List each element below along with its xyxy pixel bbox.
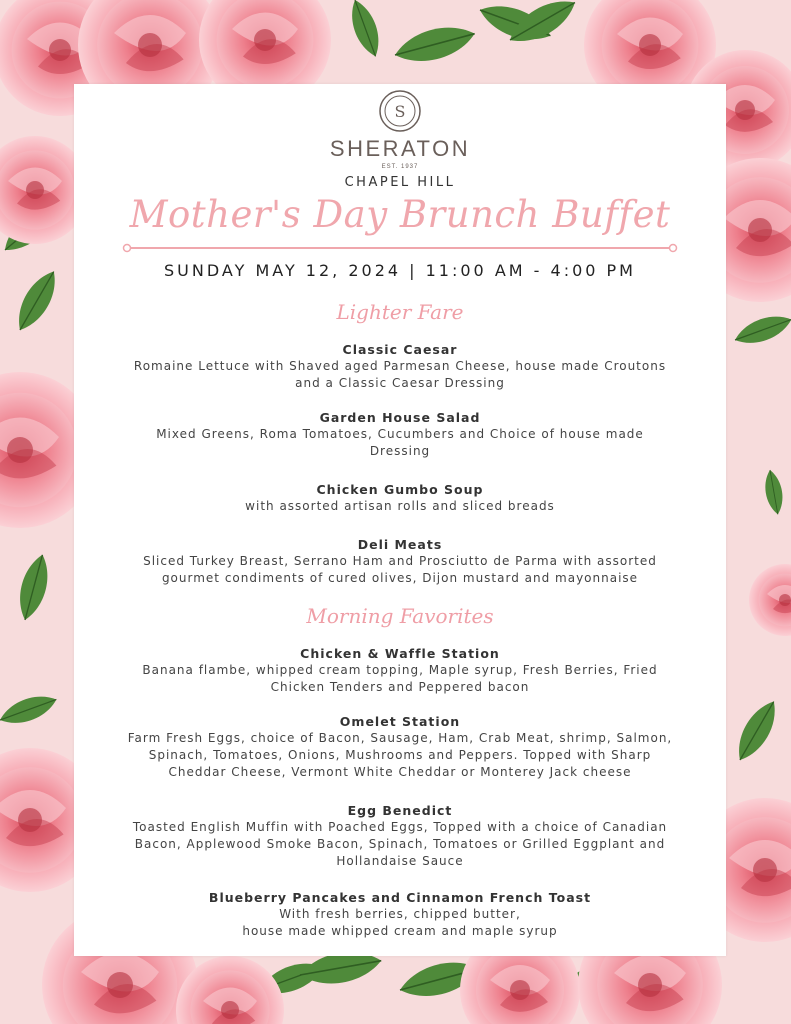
title-divider [122,242,678,254]
menu-item-name: Blueberry Pancakes and Cinnamon French Toast [208,890,592,905]
menu-item [74,645,726,696]
section-title-lighter-fare: Lighter Fare [336,300,464,324]
brand-logo [74,89,726,133]
menu-item [74,889,726,940]
brand-name: SHERATON [329,136,471,161]
menu-item [74,341,726,392]
menu-item-description: with assorted artisan rolls and sliced breads [245,499,555,513]
menu-item-name: Chicken & Waffle Station [300,646,500,661]
brand-location: CHAPEL HILL [344,175,456,190]
menu-item [74,713,726,781]
brand-established: EST. 1937 [381,164,419,170]
menu-item-description: Farm Fresh Eggs, choice of Bacon, Sausage, Ham, Crab Meat, shrimp, Salmon, Spinach, Tomatoes, Onions, Mushrooms and Peppers. Topped with Sharp Cheddar Cheese, Vermont White Cheddar or Monterey Jack cheese [127,731,673,779]
menu-card [74,84,726,956]
menu-item [74,409,726,460]
menu-item-name: Deli Meats [357,537,443,552]
menu-item-name: Garden House Salad [319,410,481,425]
menu-item-name: Egg Benedict [347,803,453,818]
event-date-time: SUNDAY MAY 12, 2024 | 11:00 AM - 4:00 PM [164,261,636,280]
logo-letter: S [394,102,406,121]
menu-item-description: Toasted English Muffin with Poached Eggs, Topped with a choice of Canadian Bacon, Applewood Smoke Bacon, Spinach, Tomatoes or Grilled Eggplant and Hollandaise Sauce [132,820,668,868]
section-title-morning-favorites: Morning Favorites [306,604,494,628]
menu-item [74,481,726,515]
menu-item-description: Sliced Turkey Breast, Serrano Ham and Prosciutto de Parma with assorted gourmet condiments of cured olives, Dijon mustard and mayonnaise [143,554,657,585]
event-title: Mother's Day Brunch Buffet [129,193,671,236]
menu-item-description: With fresh berries, chipped butter, house made whipped cream and maple syrup [242,907,558,938]
menu-item-name: Classic Caesar [342,342,458,357]
sheraton-logo-icon [378,89,422,133]
menu-item-description: Mixed Greens, Roma Tomatoes, Cucumbers and Choice of house made Dressing [156,427,644,458]
menu-item-name: Chicken Gumbo Soup [316,482,484,497]
menu-item-name: Omelet Station [339,714,461,729]
menu-item [74,536,726,587]
menu-item-description: Banana flambe, whipped cream topping, Maple syrup, Fresh Berries, Fried Chicken Tenders and Peppered bacon [142,663,658,694]
menu-item [74,802,726,870]
menu-item-description: Romaine Lettuce with Shaved aged Parmesan Cheese, house made Croutons and a Classic Caesar Dressing [133,359,667,390]
